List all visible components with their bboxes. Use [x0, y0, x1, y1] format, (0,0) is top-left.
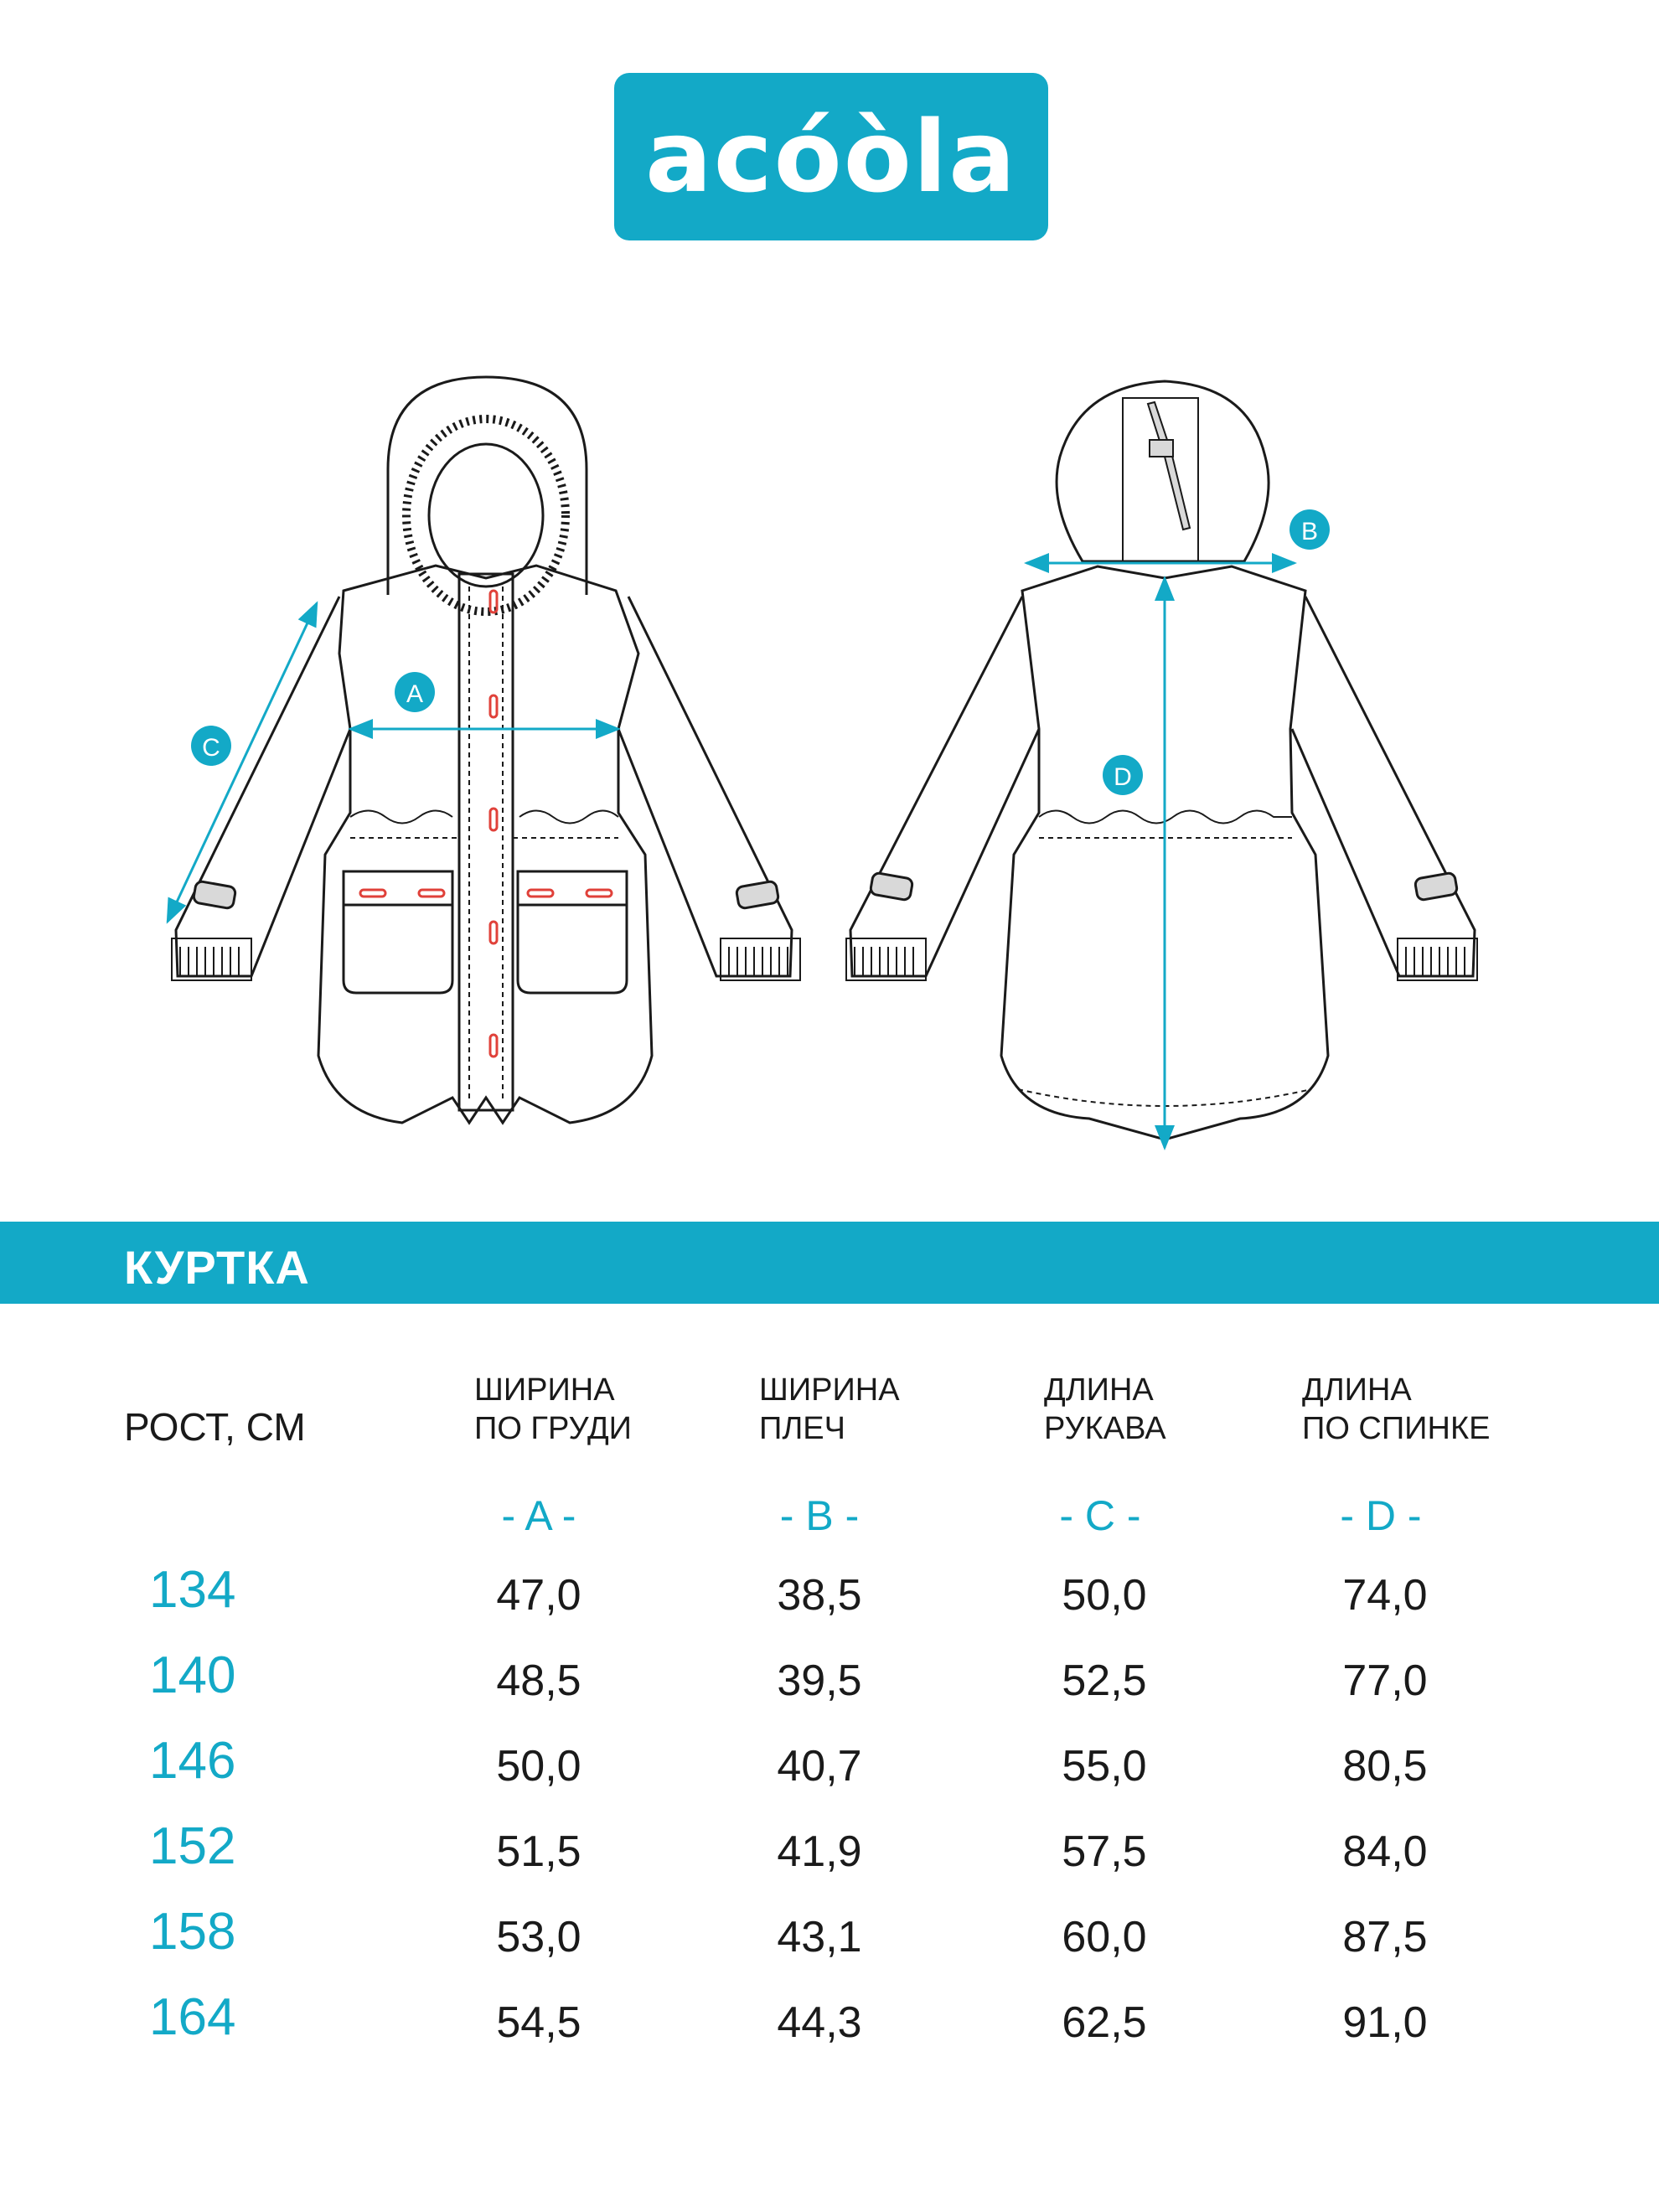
size-value: 164 [149, 1988, 236, 2046]
jacket-technical-drawing [0, 352, 1659, 1173]
table-cell: 87,5 [1342, 1913, 1428, 1961]
column-header-line1: ДЛИНА [1302, 1372, 1412, 1408]
table-cell: 50,0 [496, 1742, 581, 1791]
size-value: 146 [149, 1732, 236, 1790]
column-header-d [1302, 1371, 1490, 1448]
table-cell: 74,0 [1342, 1571, 1428, 1620]
table-cell: 54,5 [496, 1998, 581, 2047]
column-header-b [759, 1371, 900, 1448]
column-letter-a: - A - [501, 1492, 576, 1539]
jacket-front-view [172, 377, 800, 1123]
table-cell: 60,0 [1062, 1913, 1147, 1961]
table-cell: 38,5 [777, 1571, 862, 1620]
column-header-c [1044, 1371, 1166, 1448]
label-badge-b [1289, 509, 1330, 550]
brand-logo [614, 73, 1048, 240]
column-header-line2: ПЛЕЧ [759, 1411, 845, 1446]
label-badge-a [395, 672, 435, 712]
label-badge-c [191, 726, 231, 766]
table-cell: 77,0 [1342, 1656, 1428, 1705]
label-badge-d [1103, 755, 1143, 795]
size-value: 152 [149, 1817, 236, 1875]
size-value: 140 [149, 1646, 236, 1704]
column-header-line1: ШИРИНА [759, 1372, 900, 1408]
table-cell: 41,9 [777, 1827, 862, 1876]
table-cell: 50,0 [1062, 1571, 1147, 1620]
column-header-line1: ДЛИНА [1044, 1372, 1154, 1408]
table-cell: 52,5 [1062, 1656, 1147, 1705]
column-letter-c: - C - [1059, 1492, 1141, 1539]
table-cell: 57,5 [1062, 1827, 1147, 1876]
table-cell: 91,0 [1342, 1998, 1428, 2047]
table-cell: 53,0 [496, 1913, 581, 1961]
growth-label: РОСТ, СМ [124, 1405, 306, 1449]
table-cell: 47,0 [496, 1571, 581, 1620]
label-c-text: C [202, 734, 220, 762]
column-header-line2: РУКАВА [1044, 1411, 1166, 1446]
column-header-line2: ПО ГРУДИ [474, 1411, 632, 1446]
column-header-line1: ШИРИНА [474, 1372, 615, 1408]
jacket-back-view [846, 381, 1477, 1140]
table-cell: 44,3 [777, 1998, 862, 2047]
section-title: КУРТКА [124, 1241, 310, 1294]
size-value: 134 [149, 1561, 236, 1619]
table-cell: 43,1 [777, 1913, 862, 1961]
table-cell: 62,5 [1062, 1998, 1147, 2047]
column-letter-d: - D - [1340, 1492, 1422, 1539]
column-letter-b: - B - [779, 1492, 860, 1539]
size-value: 158 [149, 1903, 236, 1961]
label-d-text: D [1114, 763, 1132, 791]
table-cell: 48,5 [496, 1656, 581, 1705]
table-cell: 84,0 [1342, 1827, 1428, 1876]
label-a-text: A [406, 680, 424, 708]
table-cell: 51,5 [496, 1827, 581, 1876]
column-header-a [474, 1371, 632, 1448]
table-cell: 80,5 [1342, 1742, 1428, 1791]
table-cell: 39,5 [777, 1656, 862, 1705]
section-band [0, 1222, 1659, 1304]
table-cell: 40,7 [777, 1742, 862, 1791]
brand-logo-text: acóòla [645, 99, 1017, 214]
jacket-drawing-svg [0, 352, 1659, 1173]
column-header-line2: ПО СПИНКЕ [1302, 1411, 1491, 1446]
label-b-text: B [1300, 518, 1319, 545]
measurement-lines [168, 563, 1295, 1148]
table-cell: 55,0 [1062, 1742, 1147, 1791]
